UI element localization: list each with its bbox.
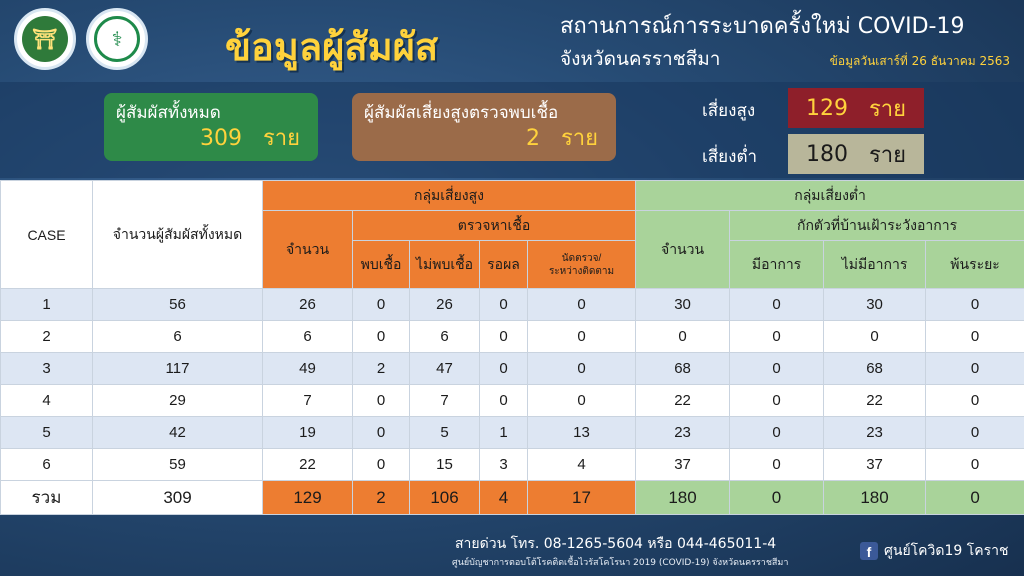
cell: 15	[410, 449, 480, 481]
cell: 0	[480, 353, 528, 385]
header-low-count: จำนวน	[636, 211, 730, 289]
cell: 0	[824, 321, 926, 353]
cell: 1	[480, 417, 528, 449]
total-cell: 106	[410, 481, 480, 515]
header-scheduled: นัดตรวจ/ ระหว่างติดตาม	[528, 241, 636, 289]
cell: 3	[480, 449, 528, 481]
cell: 7	[263, 385, 353, 417]
infected-contacts-label: ผู้สัมผัสเสี่ยงสูงตรวจพบเชื้อ	[364, 103, 559, 123]
public-health-office-logo: ⚕	[86, 8, 148, 70]
cell: 6	[93, 321, 263, 353]
cell: 0	[353, 417, 410, 449]
cell: 4	[528, 449, 636, 481]
high-risk-value: 129 ราย	[788, 88, 924, 128]
cell: 68	[824, 353, 926, 385]
header-not-found: ไม่พบเชื้อ	[410, 241, 480, 289]
facebook-page-name: ศูนย์โควิด19 โคราช	[884, 543, 1009, 559]
cell: 0	[636, 321, 730, 353]
total-contacts-label: ผู้สัมผัสทั้งหมด	[116, 103, 221, 123]
total-cell: 129	[263, 481, 353, 515]
cell: 0	[528, 321, 636, 353]
cell: 6	[410, 321, 480, 353]
total-cell: 309	[93, 481, 263, 515]
header-high-count: จำนวน	[263, 211, 353, 289]
header-case: CASE	[1, 181, 93, 289]
cell: 0	[926, 385, 1024, 417]
cell: 0	[730, 353, 824, 385]
cell: 29	[93, 385, 263, 417]
total-cell: 0	[926, 481, 1024, 515]
header-quarantine: กักตัวที่บ้านเฝ้าระวังอาการ	[730, 211, 1024, 241]
cell: 3	[1, 353, 93, 385]
cell: 0	[926, 417, 1024, 449]
facebook-icon: f	[860, 542, 878, 560]
total-row	[1, 481, 1024, 515]
infected-contacts-value: 2 ราย	[525, 126, 598, 151]
cell: 0	[730, 385, 824, 417]
cell: 0	[730, 289, 824, 321]
cell: 0	[730, 321, 824, 353]
table-row	[1, 289, 1024, 321]
cell: 37	[824, 449, 926, 481]
table-row	[1, 321, 1024, 353]
table-row	[1, 417, 1024, 449]
cell: 117	[93, 353, 263, 385]
total-cell: 4	[480, 481, 528, 515]
cell: 23	[636, 417, 730, 449]
cell: 37	[636, 449, 730, 481]
cell: 0	[926, 353, 1024, 385]
total-cell: 2	[353, 481, 410, 515]
report-date: ข้อมูลวันเสาร์ที่ 26 ธันวาคม 2563	[829, 54, 1010, 68]
total-label: รวม	[1, 481, 93, 515]
cell: 5	[410, 417, 480, 449]
cell: 56	[93, 289, 263, 321]
cell: 7	[410, 385, 480, 417]
cell: 19	[263, 417, 353, 449]
cell: 1	[1, 289, 93, 321]
situation-title: สถานการณ์การระบาดครั้งใหม่ COVID-19	[560, 14, 965, 39]
cell: 0	[353, 289, 410, 321]
cell: 2	[353, 353, 410, 385]
cell: 6	[1, 449, 93, 481]
table-row	[1, 385, 1024, 417]
cell: 0	[480, 321, 528, 353]
header-released: พ้นระยะ	[926, 241, 1024, 289]
header-total-contacts: จำนวนผู้สัมผัสทั้งหมด	[93, 181, 263, 289]
cell: 22	[636, 385, 730, 417]
cell: 0	[730, 417, 824, 449]
header-found: พบเชื้อ	[353, 241, 410, 289]
cell: 30	[824, 289, 926, 321]
total-contacts-card	[104, 93, 318, 161]
cell: 68	[636, 353, 730, 385]
cell: 22	[824, 385, 926, 417]
low-risk-label: เสี่ยงต่ำ	[702, 147, 758, 167]
cell: 59	[93, 449, 263, 481]
page-title: ข้อมูลผู้สัมผัส	[225, 25, 439, 69]
header-test: ตรวจหาเชื้อ	[353, 211, 636, 241]
cell: 30	[636, 289, 730, 321]
hotline-text: สายด่วน โทร. 08-1265-5604 หรือ 044-465011-4	[455, 536, 777, 552]
cell: 22	[263, 449, 353, 481]
total-cell: 17	[528, 481, 636, 515]
header-symptom: มีอาการ	[730, 241, 824, 289]
table-row	[1, 353, 1024, 385]
cell: 26	[410, 289, 480, 321]
cell: 6	[263, 321, 353, 353]
cell: 0	[480, 385, 528, 417]
header-low-risk-group: กลุ่มเสี่ยงต่ำ	[636, 181, 1024, 211]
cell: 13	[528, 417, 636, 449]
high-risk-label: เสี่ยงสูง	[702, 101, 756, 121]
header-no-symptom: ไม่มีอาการ	[824, 241, 926, 289]
total-cell: 180	[636, 481, 730, 515]
cell: 0	[926, 289, 1024, 321]
cell: 42	[93, 417, 263, 449]
cell: 26	[263, 289, 353, 321]
cell: 0	[926, 321, 1024, 353]
header-high-risk-group: กลุ่มเสี่ยงสูง	[263, 181, 636, 211]
cell: 47	[410, 353, 480, 385]
cell: 23	[824, 417, 926, 449]
cell: 0	[926, 449, 1024, 481]
total-cell: 0	[730, 481, 824, 515]
cell: 4	[1, 385, 93, 417]
facebook-link[interactable]	[860, 540, 1009, 562]
cell: 0	[528, 385, 636, 417]
cell: 0	[353, 321, 410, 353]
cell: 0	[353, 385, 410, 417]
cell: 0	[528, 289, 636, 321]
contacts-table	[0, 180, 1024, 515]
cell: 0	[528, 353, 636, 385]
provincial-seal-logo: ⛩	[14, 8, 76, 70]
command-center-text: ศูนย์บัญชาการตอบโต้โรคติดเชื้อไวรัสโคโรนา 2019 (COVID-19) จังหวัดนครราชสีมา	[452, 558, 789, 568]
province-name: จังหวัดนครราชสีมา	[560, 48, 721, 70]
header-waiting: รอผล	[480, 241, 528, 289]
cell: 2	[1, 321, 93, 353]
cell: 49	[263, 353, 353, 385]
table-row	[1, 449, 1024, 481]
cell: 0	[730, 449, 824, 481]
total-cell: 180	[824, 481, 926, 515]
cell: 5	[1, 417, 93, 449]
cell: 0	[480, 289, 528, 321]
infected-contacts-card	[352, 93, 616, 161]
low-risk-value: 180 ราย	[788, 134, 924, 174]
cell: 0	[353, 449, 410, 481]
total-contacts-value: 309 ราย	[199, 126, 300, 151]
